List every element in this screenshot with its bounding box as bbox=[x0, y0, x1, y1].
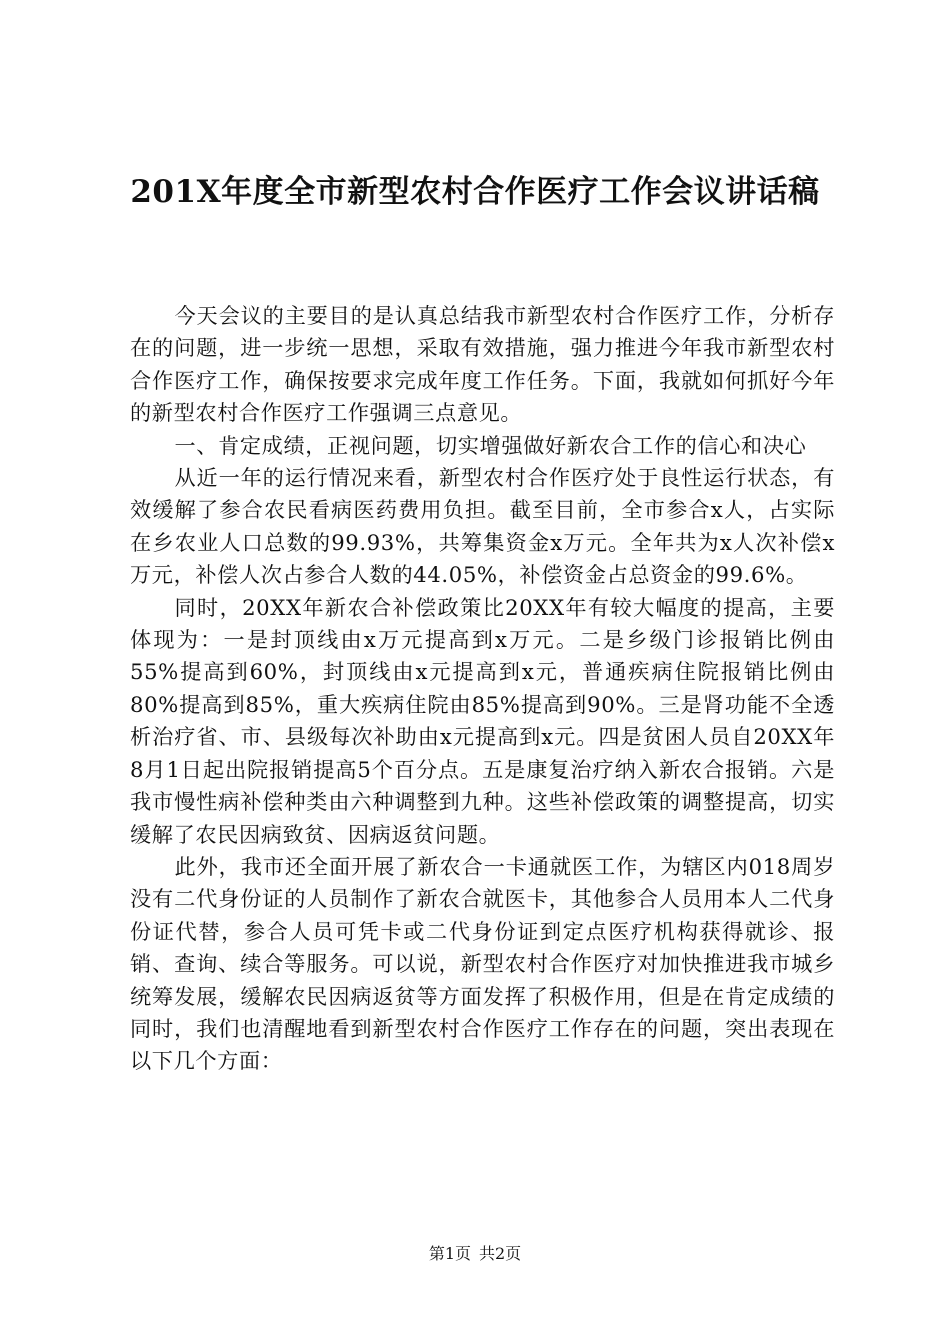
paragraph-achievements: 从近一年的运行情况来看，新型农村合作医疗处于良性运行状态，有效缓解了参合农民看病医药费用负担。截至目前，全市参合x人，占实际在乡农业人口总数的99.93%，共筹集资金x万元。全年共为x人次补偿x万元，补偿人次占参合人数的44.05%，补偿资金占总资金的99.6%。 bbox=[130, 465, 835, 588]
page-number-current: 第1页 bbox=[428, 1244, 471, 1263]
page-footer bbox=[0, 1243, 950, 1265]
document-title: 201X年度全市新型农村合作医疗工作会议讲话稿 bbox=[130, 174, 820, 210]
page-number-total: 共2页 bbox=[479, 1244, 522, 1263]
document-body bbox=[130, 300, 835, 1078]
paragraph-intro: 今天会议的主要目的是认真总结我市新型农村合作医疗工作，分析存在的问题，进一步统一思想，采取有效措施，强力推进今年我市新型农村合作医疗工作，确保按要求完成年度工作任务。下面，我就如何抓好今年的新型农村合作医疗工作强调三点意见。 bbox=[130, 303, 835, 426]
paragraph-policy-improvements: 同时，20XX年新农合补偿政策比20XX年有较大幅度的提高，主要体现为：一是封顶线由x万元提高到x万元。二是乡级门诊报销比例由55%提高到60%，封顶线由x元提高到x元，普通疾病住院报销比例由80%提高到85%，重大疾病住院由85%提高到90%。三是肾功能不全透析治疗省、市、县级每次补助由x元提高到x元。四是贫困人员自20XX年8月1日起出院报销提高5个百分点。五是康复治疗纳入新农合报销。六是我市慢性病补偿种类由六种调整到九种。这些补偿政策的调整提高，切实缓解了农民因病致贫、因病返贫问题。 bbox=[130, 594, 835, 847]
section-heading-1: 一、肯定成绩，正视问题，切实增强做好新农合工作的信心和决心 bbox=[174, 432, 807, 458]
paragraph-card-service: 此外，我市还全面开展了新农合一卡通就医工作，为辖区内018周岁没有二代身份证的人员制作了新农合就医卡，其他参合人员用本人二代身份证代替，参合人员可凭卡或二代身份证到定点医疗机构获得就诊、报销、查询、续合等服务。可以说，新型农村合作医疗对加快推进我市城乡统筹发展，缓解农民因病返贫等方面发挥了积极作用，但是在肯定成绩的同时，我们也清醒地看到新型农村合作医疗工作存在的问题，突出表现在以下几个方面： bbox=[130, 853, 835, 1074]
